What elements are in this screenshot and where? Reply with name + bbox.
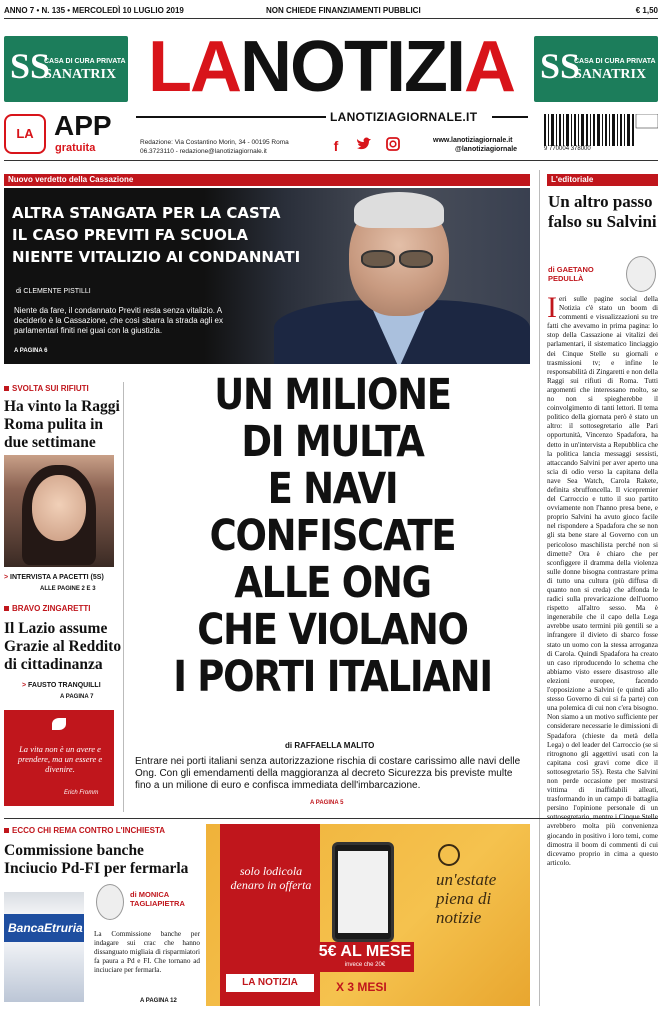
redazione-info xyxy=(140,138,289,156)
bank-byline-name: MONICA TAGLIAPIETRA xyxy=(130,890,185,908)
zingaretti-author-line: > FAUSTO TRANQUILLI xyxy=(22,682,101,689)
top-story-byline: di CLEMENTE PISTILLI xyxy=(16,288,91,295)
sanatrix-line1: CASA DI CURA PRIVATA xyxy=(574,58,656,65)
ad-red-panel xyxy=(220,824,320,1006)
top-story-text: Niente da fare, il condannato Previti resta senza vitalizio. A deciderlo è la Cassazione, che così sbarra la strada agli ex parlamentari finiti nei guai con la giustizia. xyxy=(14,306,223,335)
quote-promo[interactable] xyxy=(4,710,114,806)
bank-sign: BancaEtruria xyxy=(4,914,84,942)
raggi-photo xyxy=(4,455,114,567)
issue-info: ANNO 7 • N. 135 • MERCOLEDÌ 10 LUGLIO 2019 xyxy=(4,6,184,15)
divider xyxy=(492,116,528,118)
site-url[interactable]: www.lanotiziagiornale.it xyxy=(433,137,513,144)
top-story-headline-line: IL CASO PREVITI FA SCUOLA xyxy=(12,226,249,244)
top-story-headline-line: ALTRA STANGATA PER LA CASTA xyxy=(12,204,281,222)
raggi-kicker: SVOLTA SUI RIFIUTI xyxy=(4,384,89,393)
bank-text: La Commissione banche per indagare sui crac che hanno dissanguato migliaia di risparmiatori fa paura a Pd e FI. Che tornano ad inciuciare per fermarla. xyxy=(94,930,200,974)
app-logo-icon[interactable]: LA xyxy=(4,114,46,154)
top-story-label: Nuovo verdetto della Cassazione xyxy=(4,174,530,186)
phone-screen xyxy=(338,851,388,933)
social-links xyxy=(328,137,409,156)
subscription-ad[interactable] xyxy=(206,824,530,1006)
ad-duration: X 3 MESI xyxy=(336,980,387,994)
masthead-title-a: A xyxy=(463,27,514,107)
sanatrix-line1: CASA DI CURA PRIVATA xyxy=(44,58,126,65)
phone-icon xyxy=(332,842,394,942)
sun-icon xyxy=(438,844,460,866)
editorial-body: eri sulle pagine social della Notizia c'è stato un boom di commenti e visualizzazioni su tre fatti che avevamo in prima pagina: lo stop della Cassazione ai vitalizi dei parlamentari, il sistematico linciaggio dei Cinque Stelle su giornali e trasmissioni tv; e infine le responsabilità di Zingaretti e non della Raggi sui rifiuti di Roma. Tutti argomenti che interessano molto, se no non si spiegherebbe il coinvolgimento di tanti lettori. Il tema politico della giornata però è stato un altro: il sottosegretario alle Pari opportunità, Vincenzo Spadafora, ha detto in un'intervista a Repubblica che la politica lancia messaggi sessisti, attaccando Salvini per aver aperto una scia di odio verso la capitana della nave Sea Watch, Carola Rakete, definita sbruffoncella. Il vicepremier del Carroccio e tutto il suo partito ovviamente non l'hanno presa bene, e proprio Salvini ha avuto gioco facile nel rispondere a Spadafora che se non gli sta bene stare al Governo con un pericoloso maschilista perché non si dimette? Ora è chiaro che per sconfiggere il dramma della violenza sulle donne bisogna contrastare prima di tutto una cultura (più diffusa di quanto non si creda) che affonda le radici sulla prevaricazione dell'uomo rispetto all'altro sesso. Ma è ingenerabile che il capo della Lega avrebbe usato termini più gentili se a infrangere il divieto di sbarco fosse stato un uomo con la stessa arroganza di Carola. Quindi Spadafora ha creato un caso riproducendo lo schema che abbiamo visto essere disastroso alle elezioni europee, facendo l'opposizione a Salvini (e quindi allo stesso Governo di cui si fa parte) con una polemica di cui non c'era bisogno. Non siamo a un motivo sufficiente per considerare necessarie le dimissioni di Spadafora (chieste da metà della Lega) o del leader del Carroccio (se si ritrognono gli aggettivi usati con la capitana così gravi come dice il sottosegretario 5S). Resta che Salvini non perde occasione per mostrarsi vittima di inaffidabili alleati, trasformando in un campo di battaglia persino l'opinione personale di un avrebbero molta più convenienza giocando in positivo i loro temi, come dimostra il boom di commenti di cui dicevamo proprio in cima a questo articolo. xyxy=(547,295,658,867)
zingaretti-page: A PAGINA 7 xyxy=(60,694,94,700)
top-story-headline xyxy=(12,202,300,268)
column-divider xyxy=(539,170,540,1006)
raggi-interview[interactable]: > INTERVISTA A PACETTI (5S) xyxy=(4,574,104,581)
main-headline-line: ALLE ONG xyxy=(234,558,431,608)
divider xyxy=(136,116,326,118)
sanatrix-logo-icon: SS xyxy=(10,46,51,86)
author-sketch-avatar xyxy=(626,256,656,292)
column-divider xyxy=(123,382,124,812)
main-headline-line: DI MULTA xyxy=(241,417,424,467)
top-story-headline-line: NIENTE VITALIZIO AI CONDANNATI xyxy=(12,248,301,266)
ad-brand: LA NOTIZIA xyxy=(226,974,314,992)
masthead-title-notizi: NOTIZI xyxy=(240,27,464,107)
editorial-byline-prefix: di xyxy=(548,265,555,274)
editorial-dropcap: I xyxy=(547,291,557,324)
banca-etruria-photo xyxy=(4,892,84,1002)
masthead-url[interactable]: LANOTIZIAGIORNALE.IT xyxy=(330,110,478,124)
photo-hair xyxy=(354,192,444,228)
twitter-icon[interactable] xyxy=(356,137,372,153)
main-headline[interactable] xyxy=(163,372,503,701)
main-headline-line: CHE VIOLANO xyxy=(197,605,468,655)
main-byline: di RAFFAELLA MALITO xyxy=(285,741,375,750)
main-text: Entrare nei porti italiani senza autorizzazione rischia di costare carissimo alle navi delle Ong. Con gli emendamenti della maggioranza al decreto Sicurezza bis previste multe fino a un milione di euro e confisca immediata dell'imbarcazione. xyxy=(135,756,521,791)
main-page[interactable]: A PAGINA 5 xyxy=(310,800,344,806)
divider xyxy=(4,18,658,19)
slogan: NON CHIEDE FINANZIAMENTI PUBBLICI xyxy=(266,6,421,15)
zingaretti-headline[interactable]: Il Lazio assume Grazie al Reddito di cittadinanza xyxy=(4,620,122,673)
leaf-icon xyxy=(52,718,66,730)
editorial-text xyxy=(547,291,658,868)
ad-side-text: solo lodicola denaro in offerta xyxy=(230,864,312,892)
main-headline-line: I PORTI ITALIANI xyxy=(173,652,492,702)
raggi-interview-label: INTERVISTA A PACETTI (5S) xyxy=(10,574,104,581)
price: € 1,50 xyxy=(635,6,658,15)
main-headline-line: CONFISCATE xyxy=(209,511,456,561)
photo-sunglasses xyxy=(361,250,439,270)
sanatrix-line2: SANATRIX xyxy=(44,67,117,82)
top-story-page[interactable]: A PAGINA 6 xyxy=(14,348,48,354)
promo-quote: La vita non è un avere e prendere, ma un essere e divenire. xyxy=(17,744,103,774)
app-title[interactable]: APP xyxy=(54,110,112,141)
divider xyxy=(4,818,658,819)
ad-slogan: un'estate piena di notizie xyxy=(436,870,497,927)
bank-byline xyxy=(130,890,200,908)
author-sketch-avatar xyxy=(96,884,124,920)
ad-price: 5€ AL MESE xyxy=(318,943,412,960)
bank-kicker: ECCO CHI REMA CONTRO L'INCHIESTA xyxy=(4,826,165,835)
top-line xyxy=(4,4,658,18)
masthead[interactable] xyxy=(136,24,526,114)
zingaretti-author: FAUSTO TRANQUILLI xyxy=(28,682,101,689)
barcode-number: 9 770004 378000 xyxy=(544,146,591,152)
photo-face xyxy=(32,475,86,541)
masthead-title xyxy=(136,24,526,110)
sanatrix-ad-left[interactable] xyxy=(4,36,128,102)
bank-page[interactable]: A PAGINA 12 xyxy=(140,998,177,1004)
facebook-icon[interactable]: f xyxy=(333,138,339,154)
bank-headline[interactable]: Commissione banche Inciucio Pd-FI per fermarla xyxy=(4,842,189,877)
raggi-headline[interactable]: Ha vinto la Raggi Roma pulita in due settimane xyxy=(4,398,120,451)
site-info xyxy=(433,136,517,154)
editorial-label: L'editoriale xyxy=(547,174,658,186)
main-headline-line: E NAVI xyxy=(267,464,398,514)
editorial-byline xyxy=(548,265,618,283)
divider xyxy=(4,160,658,161)
instagram-icon[interactable] xyxy=(385,137,401,153)
site-handle[interactable]: @lanotiziagiornale xyxy=(455,146,518,153)
bank-byline-prefix: di xyxy=(130,890,137,899)
main-headline-line: UN MILIONE xyxy=(214,370,451,420)
app-subtitle: gratuita xyxy=(55,142,96,154)
redazione-address: Redazione: Via Costantino Morin, 34 - 00195 Roma xyxy=(140,139,289,146)
sanatrix-logo-icon: SS xyxy=(540,46,581,86)
ad-price-sub: invece che 20€ xyxy=(344,962,386,968)
zingaretti-kicker: BRAVO ZINGARETTI xyxy=(4,604,91,613)
sanatrix-line2: SANATRIX xyxy=(574,67,647,82)
editorial-byline-name: GAETANO PEDULLÀ xyxy=(548,265,594,283)
editorial-headline[interactable]: Un altro passo falso su Salvini xyxy=(548,192,657,231)
sanatrix-ad-right[interactable] xyxy=(534,36,658,102)
promo-author: Erich Fromm xyxy=(64,790,99,796)
price-badge[interactable] xyxy=(316,942,414,972)
raggi-pages: ALLE PAGINE 2 E 3 xyxy=(40,586,96,592)
barcode xyxy=(542,114,658,154)
top-story[interactable] xyxy=(4,188,530,364)
masthead-title-la: LA xyxy=(148,27,240,107)
redazione-contacts: 06.3723110 - redazione@lanotiziagiornale.it xyxy=(140,148,267,155)
